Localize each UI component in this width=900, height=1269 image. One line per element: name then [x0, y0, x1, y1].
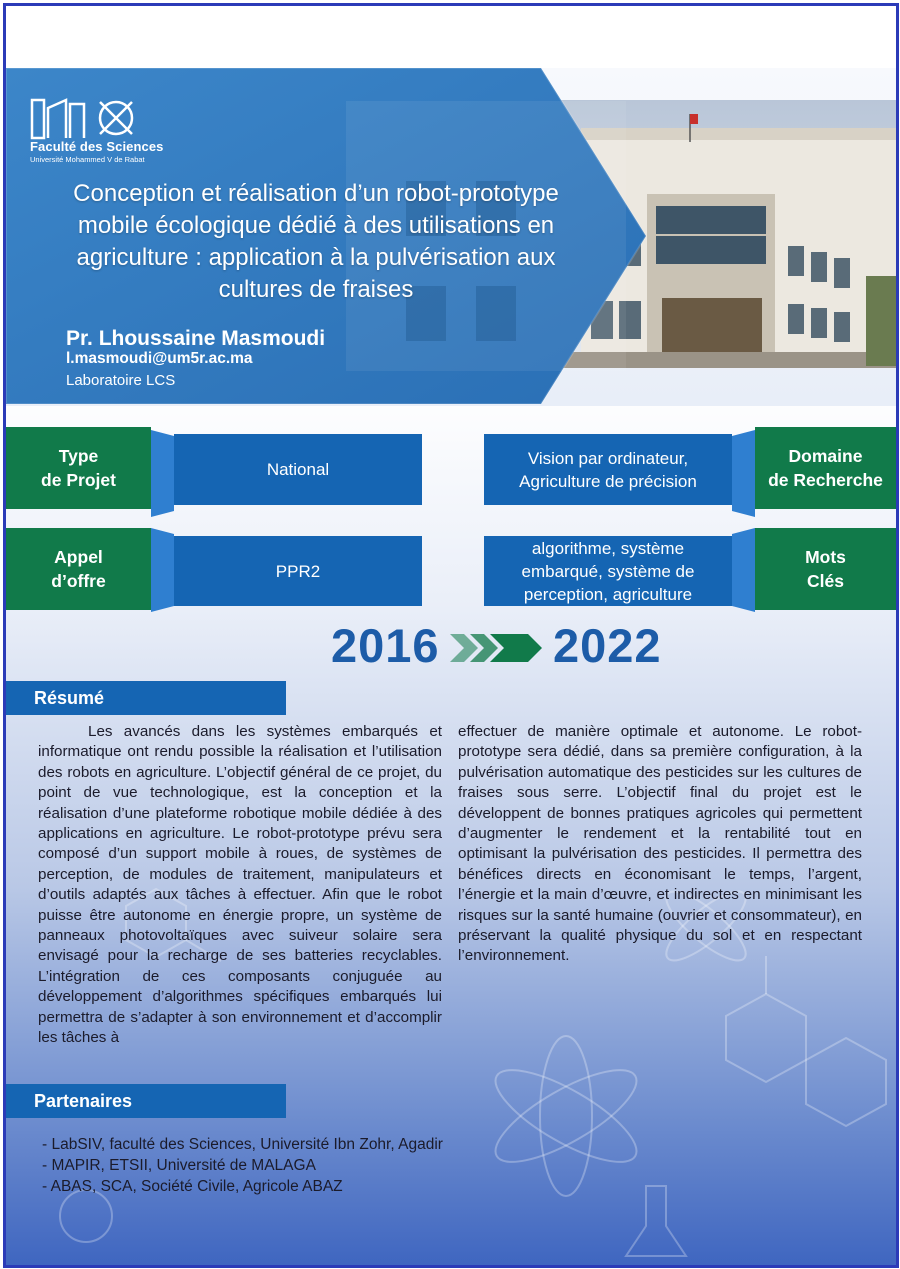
summary-heading: Résumé	[6, 681, 286, 715]
summary-text-1: Les avancés dans les systèmes embarqués et informatique ont rendu possible la réalisation et l’utilisation des robots en agriculture. L’objectif général de ce projet, du point de vue technologique, est la conception et la réalisation d’une plateforme robotique mobile dédiée à des applications en agriculture. Le robot-prototype prévu sera composé d’un support mobile à roues, de systèmes de perception, de modules de traitement, manipulateurs et d’outils adaptés aux tâches à effectuer. Afin que le robot puisse être autonome en énergie propre, un système de panneaux photovoltaïques avec suiveur solaire sera envisagé pour la recharge de ses batteries recyclables. L’intégration de ces composants conjuguée au développement d’algorithmes spécifiques embarqués lui permettra de s’adapter à son environnement et d’accomplir les tâches à	[38, 723, 442, 1047]
timeline-arrows-icon	[450, 634, 542, 662]
list-item: - ABAS, SCA, Société Civile, Agricole ABAZ	[42, 1178, 343, 1195]
keywords-value: algorithme, système embarqué, système de perception, agriculture	[484, 536, 732, 606]
end-year: 2022	[553, 619, 662, 672]
research-domain-label: Domaine de Recherche	[755, 427, 896, 509]
logo-subtext: Université Mohammed V de Rabat	[30, 155, 145, 164]
call-label: Appel d’offre	[6, 528, 151, 610]
call-value: PPR2	[174, 536, 422, 606]
author-name: Pr. Lhoussaine Masmoudi	[66, 327, 326, 350]
logo-text: Faculté des Sciences	[30, 139, 164, 154]
lab-name: Laboratoire LCS	[66, 372, 176, 389]
start-year: 2016	[331, 619, 440, 672]
list-item: - LabSIV, faculté des Sciences, Université Ibn Zohr, Agadir	[42, 1136, 443, 1153]
research-domain-value: Vision par ordinateur, Agriculture de précision	[484, 434, 732, 505]
author-email: l.masmoudi@um5r.ac.ma	[66, 350, 253, 367]
poster-page	[3, 3, 899, 1268]
list-item: - MAPIR, ETSII, Université de MALAGA	[42, 1157, 316, 1174]
project-type-value: National	[174, 434, 422, 505]
partners-heading: Partenaires	[6, 1084, 286, 1118]
summary-column-2	[458, 722, 862, 967]
poster-title: Conception et réalisation d’un robot-prototype mobile écologique dédié à des utilisations en agriculture : application à la pulvérisation aux cultures de fraises	[73, 180, 559, 303]
project-type-label: Type de Projet	[6, 427, 151, 509]
keywords-label: Mots Clés	[755, 528, 896, 610]
summary-column-1	[38, 722, 442, 1049]
summary-text-2: effectuer de manière optimale et autonome. Le robot-prototype sera dédié, dans sa première configuration, à la pulvérisation automatique des pesticides sur les cultures de fraises sous serre. L’objectif final du projet est le développent de bonnes pratiques agricoles qui permettent d’augmenter le rendement et la rentabilité tout en optimisant la pulvérisation des pesticides. Il permettra des bénéfices directs en économisant le temps, l’argent, l’énergie et la main d’œuvre, et indirectes en minimisant les risques sur la santé humaine (ouvrier et consommateur), en préservant la qualité physique du sol et en respectant l’environnement.	[458, 723, 862, 965]
partners-list	[42, 1134, 443, 1197]
